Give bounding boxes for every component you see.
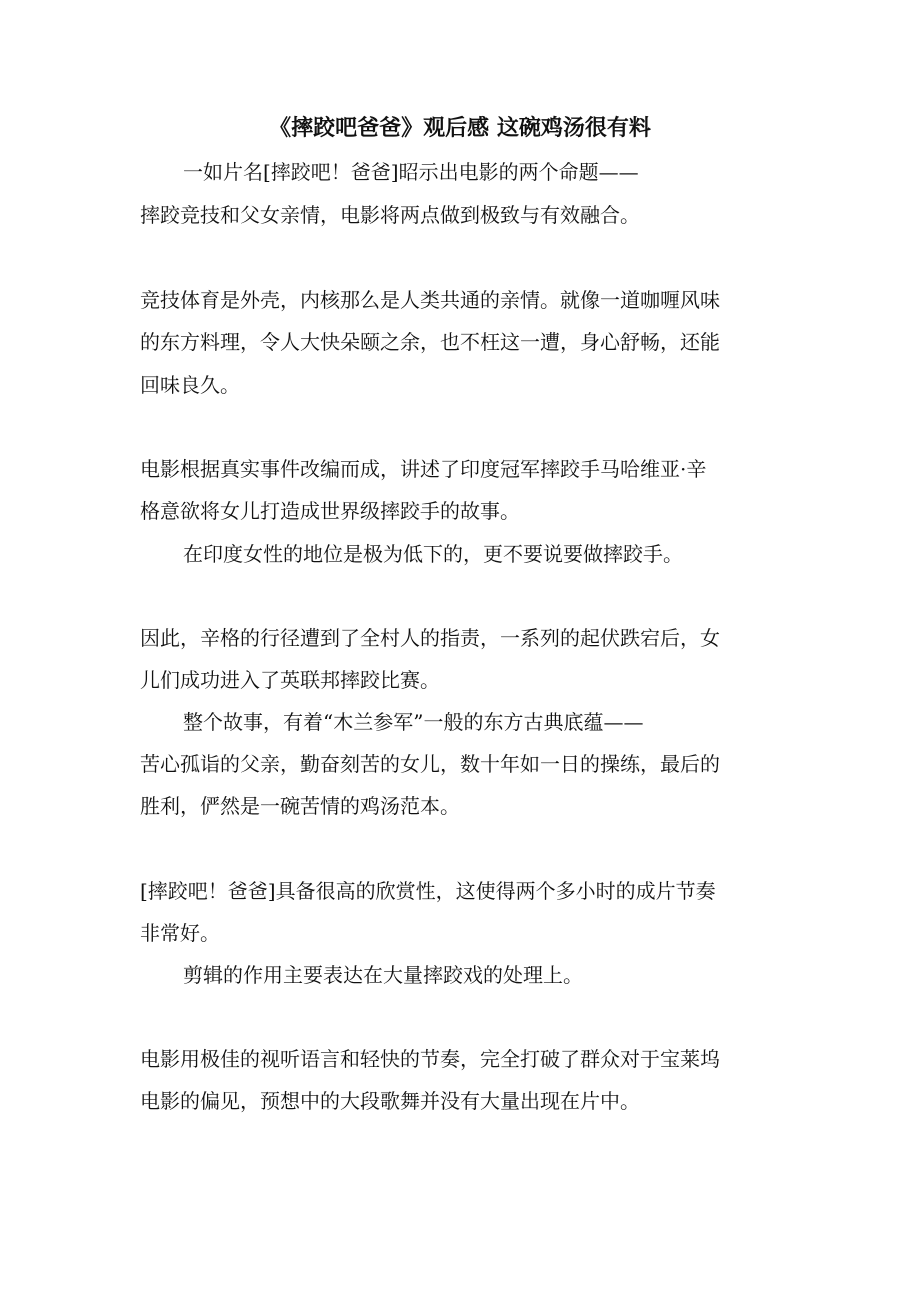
text-line: 电影的偏见，预想中的大段歌舞并没有大量出现在片中。	[140, 1089, 640, 1113]
document-title: 《摔跤吧爸爸》观后感 这碗鸡汤很有料	[269, 115, 651, 141]
text-line: 一如片名[摔跤吧！爸爸]昭示出电影的两个命题——	[183, 160, 639, 184]
text-line: 剪辑的作用主要表达在大量摔跤戏的处理上。	[183, 963, 583, 987]
text-line: 苦心孤诣的父亲，勤奋刻苦的女儿，数十年如一日的操练，最后的	[140, 752, 720, 776]
text-line: 电影根据真实事件改编而成，讲述了印度冠军摔跤手马哈维亚·辛	[140, 457, 707, 481]
text-line: 回味良久。	[140, 373, 240, 397]
text-line: 竞技体育是外壳，内核那么是人类共通的亲情。就像一道咖喱风味	[140, 288, 720, 312]
text-line: 电影用极佳的视听语言和轻快的节奏，完全打破了群众对于宝莱坞	[140, 1047, 720, 1071]
text-line: 儿们成功进入了英联邦摔跤比赛。	[140, 668, 440, 692]
text-line: 格意欲将女儿打造成世界级摔跤手的故事。	[140, 499, 520, 523]
text-line: [摔跤吧！爸爸]具备很高的欣赏性，这使得两个多小时的成片节奏	[140, 879, 716, 903]
text-line: 摔跤竞技和父女亲情，电影将两点做到极致与有效融合。	[140, 203, 640, 227]
text-line: 因此，辛格的行径遭到了全村人的指责，一系列的起伏跌宕后，女	[140, 626, 720, 650]
text-line: 整个故事，有着“木兰参军”一般的东方古典底蕴——	[183, 710, 644, 734]
text-line: 非常好。	[140, 921, 220, 945]
text-line: 胜利，俨然是一碗苦情的鸡汤范本。	[140, 794, 460, 818]
text-line: 在印度女性的地位是极为低下的，更不要说要做摔跤手。	[183, 542, 683, 566]
text-line: 的东方料理，令人大快朵颐之余，也不枉这一遭，身心舒畅，还能	[140, 330, 720, 354]
